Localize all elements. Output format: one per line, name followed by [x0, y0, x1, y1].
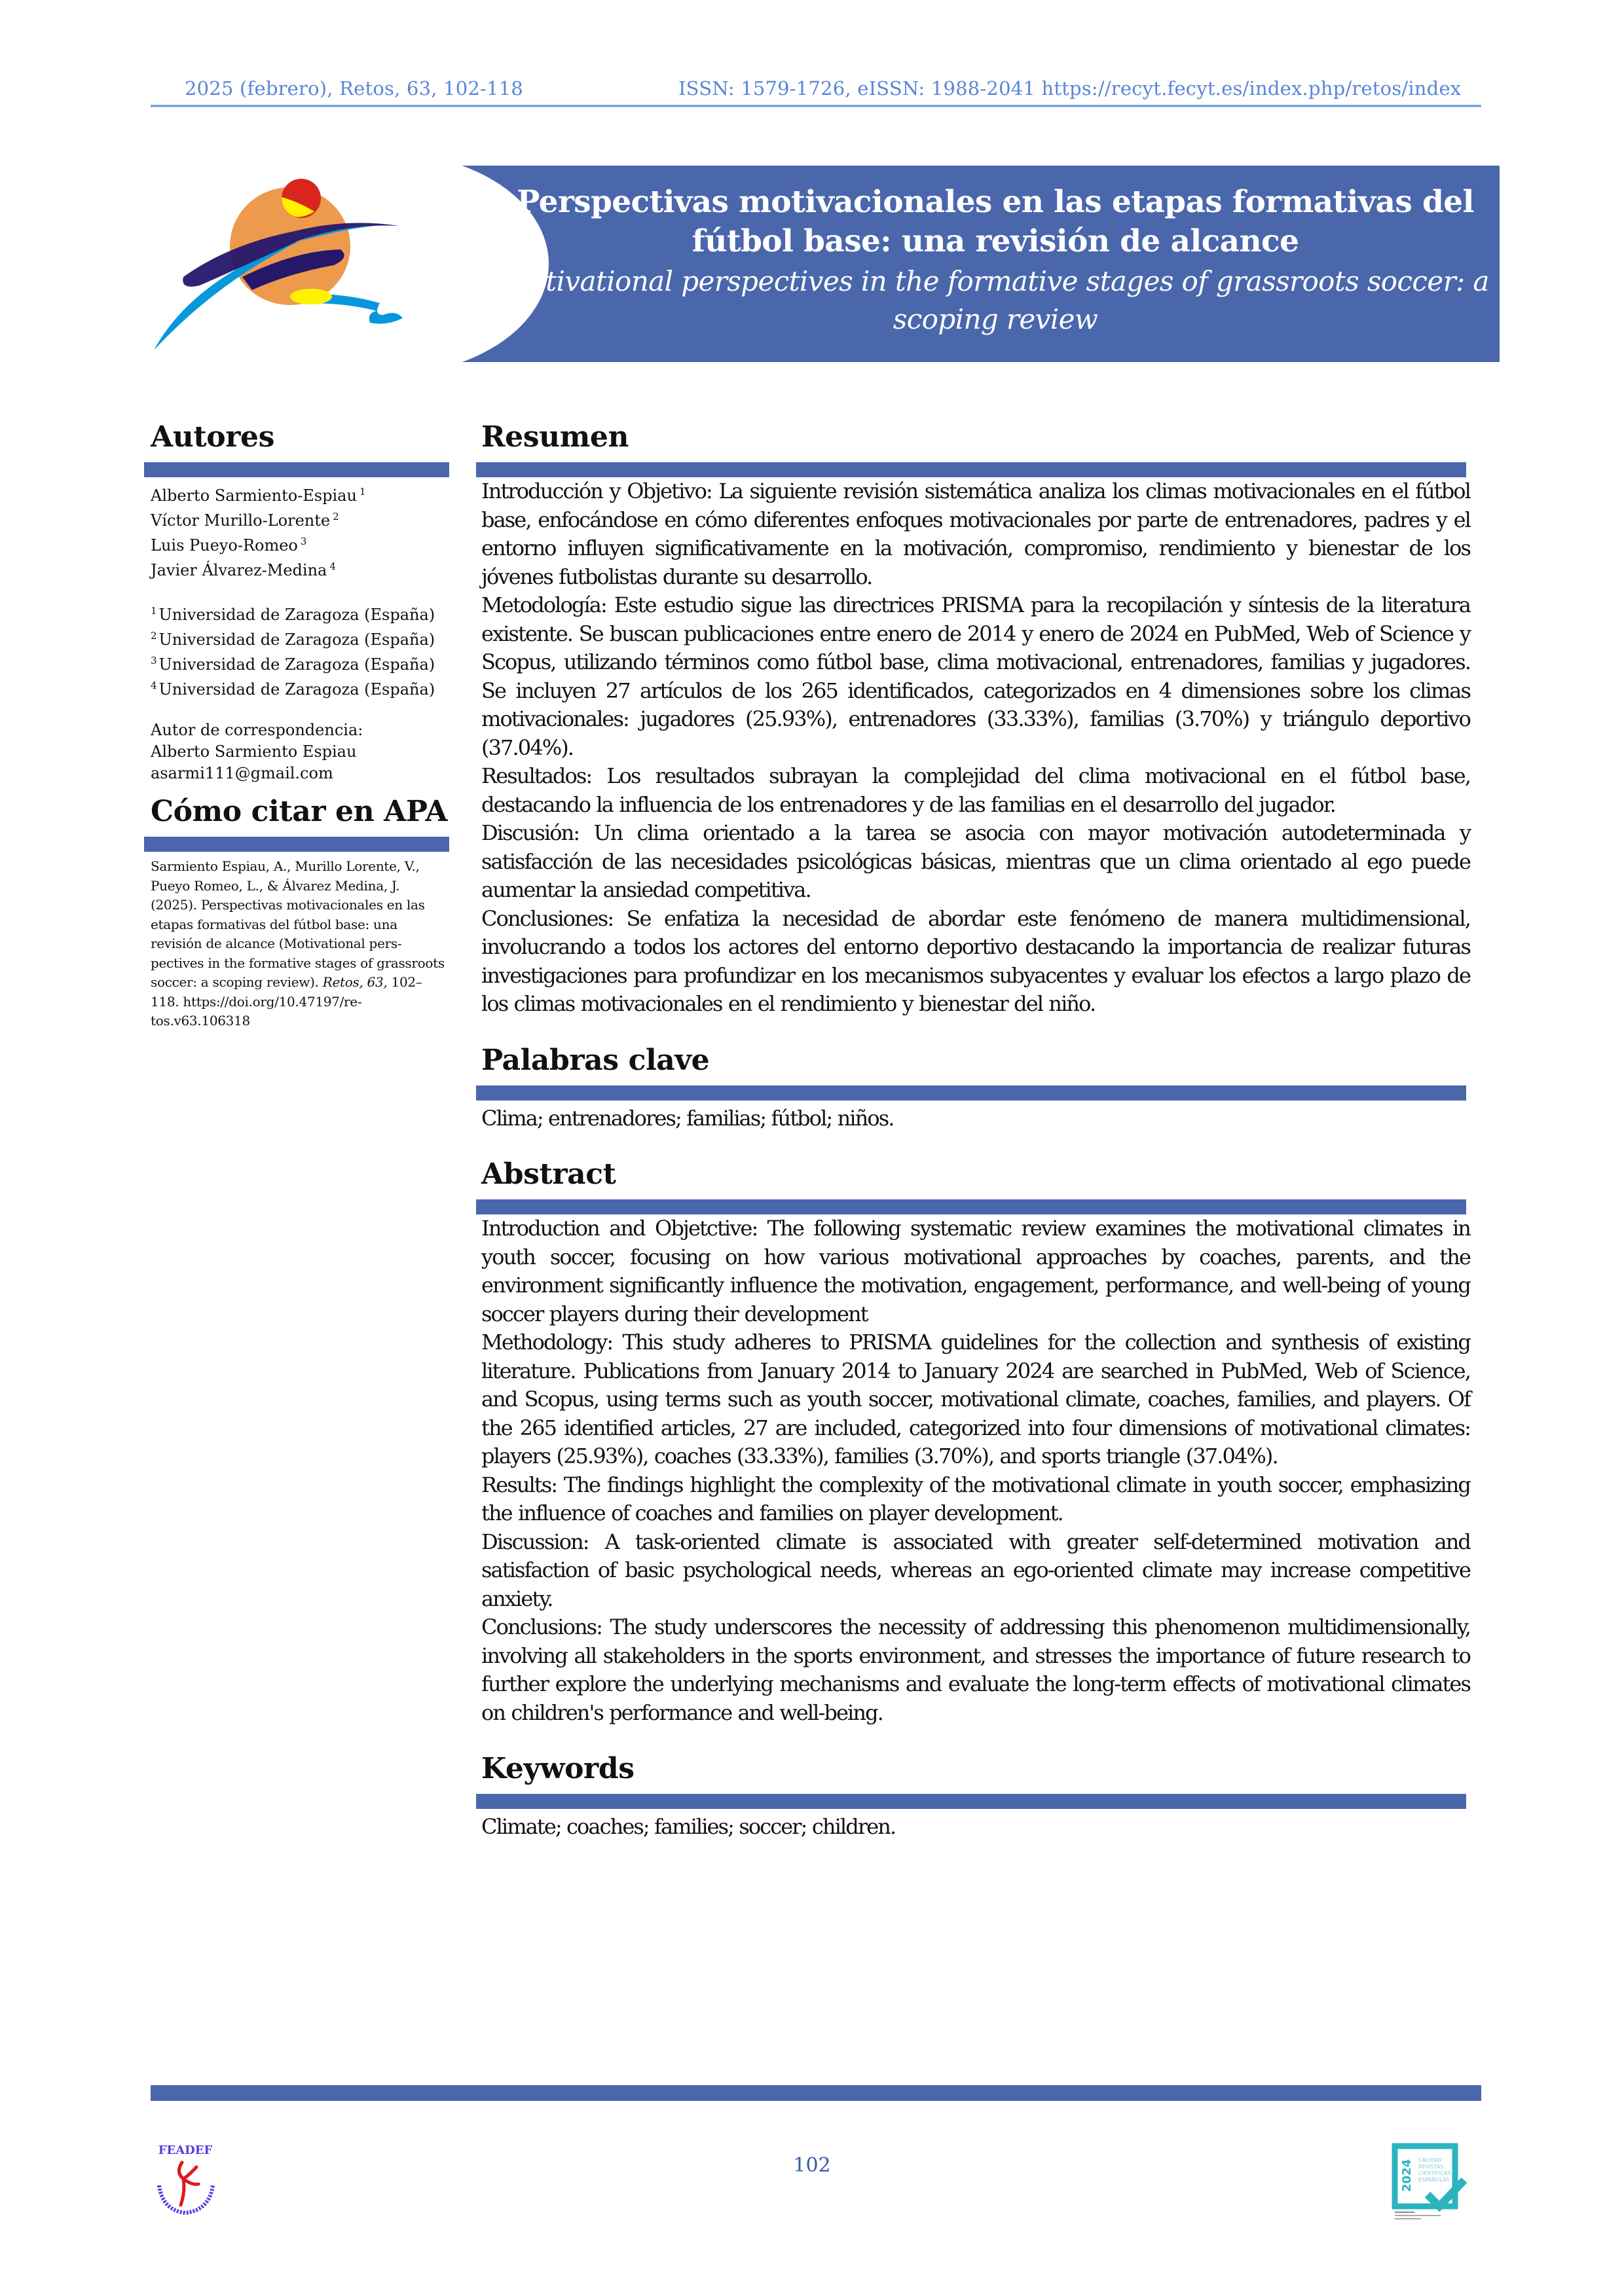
running-header — [151, 77, 1481, 106]
author-name: Javier Álvarez-Medina — [151, 561, 327, 579]
title-banner — [151, 166, 1500, 362]
main-column — [481, 419, 1470, 1842]
affiliation-text: Universidad de Zaragoza (España) — [158, 680, 435, 699]
seal-caption — [1395, 2215, 1441, 2216]
palabras-clave-heading: Palabras clave — [481, 1043, 710, 1077]
issn-and-url: ISSN: 1579-1726, eISSN: 1988-2041 https://recyt.fecyt.es/index.php/retos/index — [678, 77, 1462, 100]
feadef-figure — [179, 2162, 198, 2205]
author-item — [151, 531, 449, 556]
section-bar — [476, 1085, 1466, 1101]
retos-runner-logo-icon — [151, 166, 478, 362]
author-item — [151, 481, 449, 506]
affiliation-sup: 1 — [151, 605, 157, 617]
header-rule — [151, 105, 1481, 107]
abstract-heading: Abstract — [481, 1157, 616, 1191]
affiliation-text: Universidad de Zaragoza (España) — [158, 606, 435, 624]
citation-journal: Retos, 63, — [322, 974, 388, 990]
authors-section — [151, 419, 449, 784]
author-name: Víctor Murillo-Lorente — [151, 511, 331, 530]
affiliation-list — [151, 600, 449, 700]
resumen-conclusiones: Conclusiones: Se enfatiza la necesidad de abordar este fenómeno de manera multidimensional, involucrando a todos los actores del entorno deportivo destacando la importancia de realizar futuras investigaciones para profundizar en los mecanismos subyacentes y evaluar los efectos a largo plazo de los climas motivacionales en el rendimiento y bienestar del niño. — [481, 905, 1470, 1016]
authors-heading: Autores — [151, 420, 274, 454]
fecyt-quality-seal-icon — [1390, 2141, 1468, 2226]
article-subtitle-english — [491, 263, 1500, 338]
journal-issue-info: 2025 (febrero), Retos, 63, 102-118 — [185, 77, 523, 100]
apa-citation — [151, 857, 449, 1031]
affiliation-item — [151, 625, 449, 650]
abstract-section — [481, 1156, 1470, 1727]
citation-doi[interactable]: 102–118. https://doi.org/10.47197/retos.v63.106318 — [151, 974, 422, 1029]
feadef-logo-icon — [149, 2140, 221, 2218]
affiliation-item — [151, 675, 449, 700]
correspondence-email[interactable]: asarmi111@gmail.com — [151, 764, 333, 782]
affiliation-item — [151, 650, 449, 675]
abstract-conclusions: Conclusions: The study underscores the necessity of addressing this phenomenon multidimensionally, involving all stakeholders in the sports environment, and stresses the importance of future research to further explore the underlying mechanisms and evaluate the long-term effects of motivational climates on children's performance and well-being. — [481, 1614, 1470, 1725]
resumen-section — [481, 419, 1470, 1019]
resumen-introduccion: Introducción y Objetivo: La siguiente revisión sistemática analiza los climas motivacionales en el fútbol base, enfocándose en cómo diferentes enfoques motivacionales por parte de entrenadores, padres y el entorno influyen significativamente en la motivación, compromiso, rendimiento y bienestar de los jóvenes futbolistas durante su desarrollo. — [481, 479, 1470, 589]
section-bar — [144, 837, 449, 852]
section-bar — [476, 1199, 1466, 1214]
correspondence-label: Autor de correspondencia: — [151, 721, 363, 739]
author-name: Alberto Sarmiento-Espiau — [151, 486, 357, 505]
affiliation-item — [151, 600, 449, 625]
seal-line: ESPAÑOLAS — [1418, 2177, 1450, 2183]
author-name: Luis Pueyo-Romeo — [151, 536, 298, 555]
feadef-ring-text — [159, 2185, 213, 2213]
author-item — [151, 556, 449, 581]
keywords-section — [481, 1751, 1470, 1842]
citation-text: Sarmiento Espiau, A., Murillo Lorente, V., Pueyo Romeo, L., & Álvarez Medina, J. (2025). Perspectivas motivacionales en las etapas formativas del fútbol base: una revisión de alcance (Motivational perspectives in the formative stages of grassroots soccer: a scoping review). — [151, 858, 445, 990]
affiliation-sup: 2 — [151, 630, 157, 642]
seal-year: 2024 — [1400, 2159, 1414, 2192]
author-affiliation-sup: 1 — [359, 486, 366, 498]
resumen-metodologia: Metodología: Este estudio sigue las directrices PRISMA para la recopilación y síntesis de la literatura existente. Se buscan publicaciones entre enero de 2014 y enero de 2024 en PubMed, Web of Science y Scopus, utilizando términos como fútbol base, clima motivacional, entrenadores, familias y jugadores. Se incluyen 27 artículos de los 265 identificados, categorizados en 4 dimensiones sobre los climas motivacionales: jugadores (25.93%), entrenadores (33.33%), familias (3.70%) y triángulo deportivo (37.04%). — [481, 592, 1470, 760]
citation-heading: Cómo citar en APA — [151, 795, 448, 828]
seal-caption — [1395, 2212, 1414, 2213]
affiliation-sup: 3 — [151, 655, 157, 666]
logo-knee-yellow — [290, 289, 332, 304]
resumen-heading: Resumen — [481, 420, 629, 454]
affiliation-text: Universidad de Zaragoza (España) — [158, 630, 435, 649]
affiliation-sup: 4 — [151, 680, 157, 691]
abstract-methodology: Methodology: This study adheres to PRISMA guidelines for the collection and synthesis of existing literature. Publications from January 2014 to January 2024 are searched in PubMed, Web of Science, and Scopus, using terms such as youth soccer, motivational climate, coaches, families, and players. Of the 265 identified articles, 27 are included, categorized into four dimensions of motivational climates: players (25.93%), coaches (33.33%), families (3.70%), and sports triangle (37.04%). — [481, 1330, 1470, 1468]
seal-caption — [1395, 2218, 1421, 2219]
keywords-text: Climate; coaches; families; soccer; children. — [481, 1814, 896, 1839]
correspondence-block — [151, 720, 449, 784]
title-line: fútbol base: una revisión de alcance — [692, 223, 1299, 259]
feadef-letters: FEADEF — [158, 2143, 213, 2157]
article-title — [491, 183, 1500, 261]
section-bar — [476, 462, 1466, 477]
abstract-body — [481, 1214, 1470, 1727]
abstract-results: Results: The findings highlight the complexity of the motivational climate in youth soccer, emphasizing the influence of coaches and families on player development. — [481, 1472, 1470, 1525]
author-list — [151, 481, 449, 581]
page-number: 102 — [793, 2154, 831, 2177]
keywords-heading: Keywords — [481, 1752, 635, 1785]
palabras-clave-section — [481, 1042, 1470, 1133]
banner-text — [491, 183, 1500, 338]
section-bar — [476, 1794, 1466, 1809]
seal-line: CIENTÍFICAS — [1418, 2170, 1451, 2176]
section-bar — [144, 462, 449, 477]
correspondence-name: Alberto Sarmiento Espiau — [151, 742, 357, 761]
seal-line: CALIDAD — [1418, 2157, 1442, 2163]
resumen-discusion: Discusión: Un clima orientado a la tarea se asocia con mayor motivación autodeterminada y satisfacción de las necesidades psicológicas básicas, mientras que un clima orientado al ego puede aumentar la ansiedad competitiva. — [481, 820, 1470, 902]
abstract-introduction: Introduction and Objetctive: The following systematic review examines the motivational climates in youth soccer, focusing on how various motivational approaches by coaches, parents, and the environment significantly influence the motivation, engagement, performance, and well-being of young soccer players during their development — [481, 1216, 1470, 1326]
seal-line: REVISTAS — [1418, 2164, 1444, 2170]
author-affiliation-sup: 3 — [300, 536, 307, 547]
author-affiliation-sup: 4 — [329, 560, 336, 572]
author-item — [151, 506, 449, 531]
palabras-clave-text: Clima; entrenadores; familias; fútbol; niños. — [481, 1105, 894, 1131]
citation-section — [151, 793, 449, 1031]
title-line: Perspectivas motivacionales en las etapas formativas del — [517, 184, 1474, 220]
subtitle-line: scoping review — [893, 303, 1098, 335]
seal-checkmark — [1428, 2180, 1464, 2206]
affiliation-text: Universidad de Zaragoza (España) — [158, 655, 435, 674]
author-affiliation-sup: 2 — [333, 511, 339, 522]
subtitle-line: Motivational perspectives in the formative stages of grassroots soccer: a — [502, 265, 1489, 297]
footer-bar — [151, 2085, 1481, 2101]
resumen-body — [481, 477, 1470, 1019]
resumen-resultados: Resultados: Los resultados subrayan la complejidad del clima motivacional en el fútbol base, destacando la influencia de los entrenadores y de las familias en el desarrollo del jugador. — [481, 763, 1470, 817]
abstract-discussion: Discussion: A task-oriented climate is associated with greater self-determined motivation and satisfaction of basic psychological needs, whereas an ego-oriented climate may increase competitive anxiety. — [481, 1529, 1470, 1611]
